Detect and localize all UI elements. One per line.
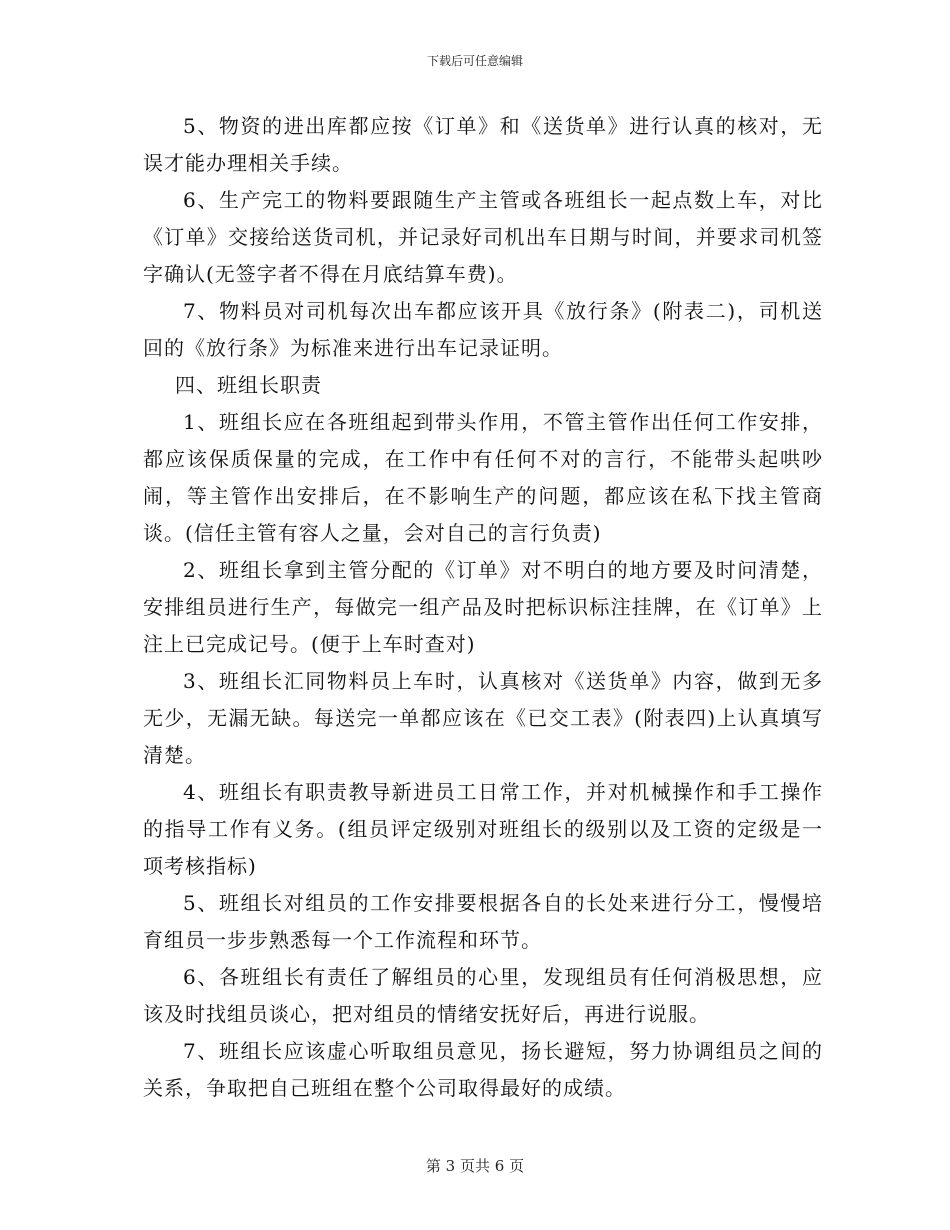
paragraph-5-material-check: 5、物资的进出库都应按《订单》和《送货单》进行认真的核对，无误才能办理相关手续。 [143,114,823,175]
paragraph-2-orders: 2、班组长拿到主管分配的《订单》对不明白的地方要及时问清楚，安排组员进行生产，每做完一组产品及时把标识标注挂牌，在《订单》上注上已完成记号。(便于上车时查对) [143,558,823,656]
paragraph-7-coordination: 7、班组长应该虚心听取组员意见，扬长避短，努力协调组员之间的关系，争取把自己班组在整个公司取得最好的成绩。 [143,1039,823,1100]
paragraph-4-training: 4、班组长有职责教导新进员工日常工作，并对机械操作和手工操作的指导工作有义务。(组员评定级别对班组长的级别以及工资的定级是一项考核指标) [143,780,823,878]
paragraph-6-morale: 6、各班组长有责任了解组员的心里，发现组员有任何消极思想，应该及时找组员谈心，把对组员的情绪安抚好后，再进行说服。 [143,965,823,1026]
paragraph-6-loading: 6、生产完工的物料要跟随生产主管或各班组长一起点数上车，对比《订单》交接给送货司机，并记录好司机出车日期与时间，并要求司机签字确认(无签字者不得在月底结算车费)。 [143,188,823,286]
section-heading-team-leader: 四、班组长职责 [175,373,322,397]
page-footer: 第 3 页共 6 页 [425,1157,525,1175]
page-header: 下载后可任意编辑 [426,54,523,68]
document-body [143,108,823,1107]
paragraph-7-release-slip: 7、物料员对司机每次出车都应该开具《放行条》(附表二)，司机送回的《放行条》为标准来进行出车记录证明。 [143,299,823,360]
paragraph-3-delivery-check: 3、班组长汇同物料员上车时，认真核对《送货单》内容，做到无多无少，无漏无缺。每送完一单都应该在《已交工表》(附表四)上认真填写清楚。 [143,669,823,767]
paragraph-1-leadership: 1、班组长应在各班组起到带头作用，不管主管作出任何工作安排，都应该保质保量的完成，在工作中有任何不对的言行，不能带头起哄吵闹，等主管作出安排后，在不影响生产的问题，都应该在私下找主管商谈。(信任主管有容人之量，会对自己的言行负责) [143,410,823,545]
paragraph-5-assignment: 5、班组长对组员的工作安排要根据各自的长处来进行分工，慢慢培育组员一步步熟悉每一个工作流程和环节。 [143,891,823,952]
